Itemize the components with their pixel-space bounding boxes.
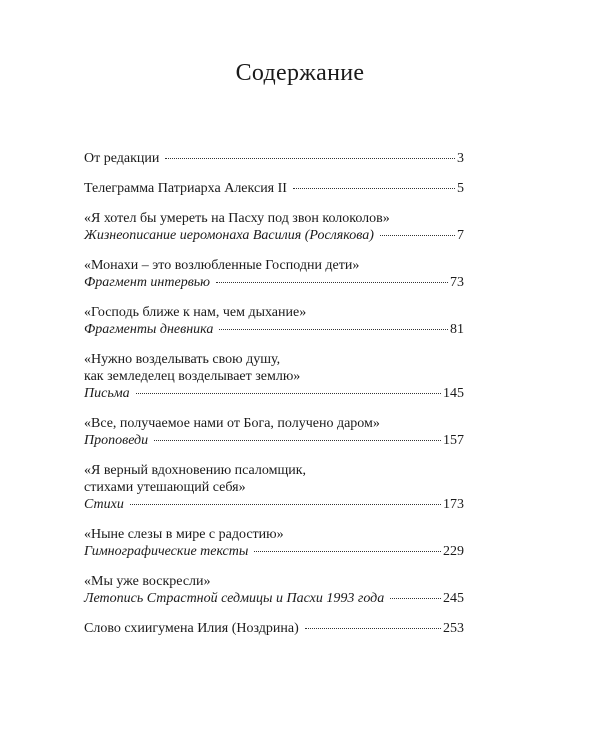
page-title: Содержание [235,60,365,86]
toc-entry-line [84,304,464,321]
toc-entry-line [84,573,464,590]
page-number: 145 [443,386,464,401]
toc-entry-line [84,368,464,385]
page-number: 5 [457,181,464,196]
toc-entry-subtitle: Проповеди [84,433,149,448]
dot-leader [130,503,441,505]
page-number: 73 [450,275,464,290]
toc-entry-line [84,150,464,167]
toc-entry [84,620,464,637]
dot-leader [380,234,455,236]
toc-entry [84,526,464,560]
toc-entry-line [84,479,464,496]
toc-entry-line [84,590,464,607]
toc-entry-title: «Монахи – это возлюбленные Господни дети» [84,258,360,273]
toc-entry-line [84,462,464,479]
page-number: 7 [457,228,464,243]
page-number: 81 [450,322,464,337]
toc-entry-line [84,351,464,368]
toc-entry-line [84,321,464,338]
toc-entry [84,304,464,338]
toc-entry [84,415,464,449]
toc-entry-title: «Нужно возделывать свою душу, [84,352,281,367]
dot-leader [219,328,448,330]
page-number: 229 [443,544,464,559]
toc-entry-line [84,227,464,244]
toc-entry-line [84,274,464,291]
toc-entry [84,573,464,607]
toc-entry [84,210,464,244]
toc-entry-subtitle: Гимнографические тексты [84,544,249,559]
dot-leader [293,187,455,189]
toc-entry-line [84,385,464,402]
dot-leader [254,550,441,552]
page-number: 253 [443,621,464,636]
dot-leader [136,392,441,394]
toc-entry-title: «Я верный вдохновению псаломщик, [84,463,307,478]
toc-entry-line [84,415,464,432]
page-number: 3 [457,151,464,166]
toc-entry-subtitle: Фрагменты дневника [84,322,214,337]
toc-entry-title: «Ныне слезы в мире с радостию» [84,527,284,542]
toc-entry [84,257,464,291]
toc-entry-title: «Я хотел бы умереть на Пасху под звон колоколов» [84,211,390,226]
toc-entry-line [84,210,464,227]
page-number: 173 [443,497,464,512]
toc-entry-line [84,526,464,543]
dot-leader [165,157,455,159]
page-number: 245 [443,591,464,606]
toc-entry-line [84,620,464,637]
toc-entry-title: как земледелец возделывает землю» [84,369,301,384]
toc-entry-subtitle: Фрагмент интервью [84,275,211,290]
toc-entry-title: «Мы уже воскресли» [84,574,211,589]
toc-entry-subtitle: Летопись Страстной седмицы и Пасхи 1993 года [84,591,385,606]
toc-entry-title: От редакции [84,151,160,166]
toc-entry-title: стихами утешающий себя» [84,480,246,495]
toc-entry [84,462,464,513]
toc-entry-title: «Все, получаемое нами от Бога, получено даром» [84,416,380,431]
table-of-contents [84,150,464,650]
toc-entry-title: «Господь ближе к нам, чем дыхание» [84,305,307,320]
toc-entry-line [84,496,464,513]
dot-leader [305,627,441,629]
toc-entry-line [84,543,464,560]
toc-entry [84,150,464,167]
toc-entry [84,180,464,197]
toc-entry-line [84,180,464,197]
toc-entry-title: Телеграмма Патриарха Алексия II [84,181,287,196]
dot-leader [216,281,448,283]
toc-entry-subtitle: Стихи [84,497,124,512]
dot-leader [390,597,441,599]
toc-entry-subtitle: Жизнеописание иеромонаха Василия (Рослякова) [84,228,374,243]
toc-entry-subtitle: Письма [84,386,130,401]
dot-leader [154,439,441,441]
toc-entry [84,351,464,402]
toc-entry-line [84,432,464,449]
toc-entry-title: Слово схиигумена Илия (Ноздрина) [84,621,299,636]
page-number: 157 [443,433,464,448]
toc-entry-line [84,257,464,274]
